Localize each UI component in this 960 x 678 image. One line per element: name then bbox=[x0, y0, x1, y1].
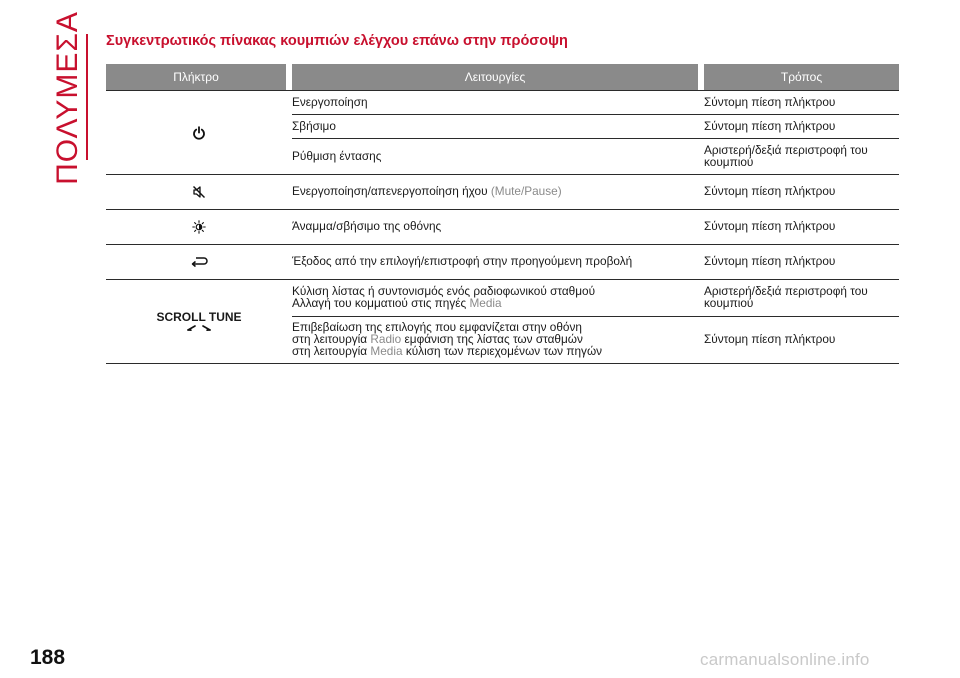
table-row bbox=[292, 175, 899, 209]
watermark: carmanualsonline.info bbox=[700, 650, 870, 669]
function-text: Ενεργοποίηση/απενεργοποίηση ήχου bbox=[292, 184, 488, 199]
function-cell bbox=[292, 322, 698, 357]
function-line: κύλιση των περιεχομένων των πηγών bbox=[405, 343, 603, 358]
rotary-knob-icon bbox=[186, 324, 212, 332]
function-line: εμφάνιση της λίστας των σταθμών bbox=[404, 332, 583, 347]
mode-cell: Αριστερή/δεξιά περιστροφή του κουμπιού bbox=[704, 142, 868, 169]
media-source-label: Media bbox=[469, 296, 502, 310]
table-row-group-scroll-tune bbox=[106, 280, 899, 364]
display-brightness-icon bbox=[192, 220, 206, 234]
media-source-label: Media bbox=[370, 343, 403, 358]
mode-cell: Αριστερή/δεξιά περιστροφή του κουμπιού bbox=[704, 284, 868, 310]
scroll-tune-label: SCROLL TUNE bbox=[156, 310, 242, 324]
function-cell bbox=[292, 186, 698, 198]
mode-cell: Σύντομη πίεση πλήκτρου bbox=[704, 254, 836, 269]
controls-table bbox=[106, 64, 899, 364]
table-row bbox=[292, 138, 899, 174]
button-cell bbox=[106, 210, 292, 244]
function-cell: Ρύθμιση έντασης bbox=[292, 148, 382, 163]
function-cell: Άναμμα/σβήσιμο της οθόνης bbox=[292, 219, 442, 234]
page-title: Συγκεντρωτικός πίνακας κουμπιών ελέγχου επάνω στην πρόσοψη bbox=[106, 33, 568, 49]
table-row-group-display bbox=[106, 210, 899, 245]
table-row bbox=[292, 245, 899, 279]
table-row bbox=[292, 316, 899, 363]
table-row bbox=[292, 280, 899, 316]
header-button: Πλήκτρο bbox=[106, 64, 286, 90]
table-row-group-back bbox=[106, 245, 899, 280]
function-line: στη λειτουργία bbox=[292, 343, 368, 358]
table-row-group-power bbox=[106, 90, 899, 175]
header-function: Λειτουργίες bbox=[292, 64, 698, 90]
function-line: Κύλιση λίστας ή συντονισμός ενός ραδιοφωνικού σταθμού bbox=[292, 284, 596, 299]
section-tab-label: ΠΟΛΥΜΕΣΑ bbox=[51, 10, 84, 185]
mode-cell: Σύντομη πίεση πλήκτρου bbox=[704, 94, 836, 109]
table-header bbox=[106, 64, 899, 90]
button-cell bbox=[106, 175, 292, 209]
table-row bbox=[292, 91, 899, 114]
function-cell bbox=[292, 286, 698, 310]
mode-cell: Σύντομη πίεση πλήκτρου bbox=[704, 118, 836, 133]
mode-cell: Σύντομη πίεση πλήκτρου bbox=[704, 332, 836, 347]
page-number: 188 bbox=[30, 646, 66, 669]
section-divider bbox=[86, 34, 88, 160]
button-cell bbox=[106, 245, 292, 279]
function-note: (Mute/Pause) bbox=[490, 184, 562, 199]
table-row-group-mute bbox=[106, 175, 899, 210]
mode-cell: Σύντομη πίεση πλήκτρου bbox=[704, 184, 836, 199]
section-tab bbox=[50, 10, 86, 185]
table-row bbox=[292, 114, 899, 138]
function-line: Επιβεβαίωση της επιλογής που εμφανίζεται στην οθόνη bbox=[292, 320, 582, 335]
power-icon bbox=[192, 126, 206, 140]
mute-icon bbox=[192, 185, 206, 199]
function-cell: Ενεργοποίηση bbox=[292, 94, 368, 109]
back-arrow-icon bbox=[190, 255, 208, 269]
function-cell: Σβήσιμο bbox=[292, 118, 336, 133]
header-mode: Τρόπος bbox=[704, 64, 899, 90]
button-cell bbox=[106, 280, 292, 363]
mode-cell: Σύντομη πίεση πλήκτρου bbox=[704, 219, 836, 234]
function-cell: Έξοδος από την επιλογή/επιστροφή στην προηγούμενη προβολή bbox=[292, 254, 633, 269]
function-line: Αλλαγή του κομματιού στις πηγές bbox=[292, 296, 467, 310]
table-row bbox=[292, 210, 899, 244]
button-cell bbox=[106, 91, 292, 174]
function-line: στη λειτουργία bbox=[292, 332, 368, 347]
radio-source-label: Radio bbox=[370, 332, 402, 347]
